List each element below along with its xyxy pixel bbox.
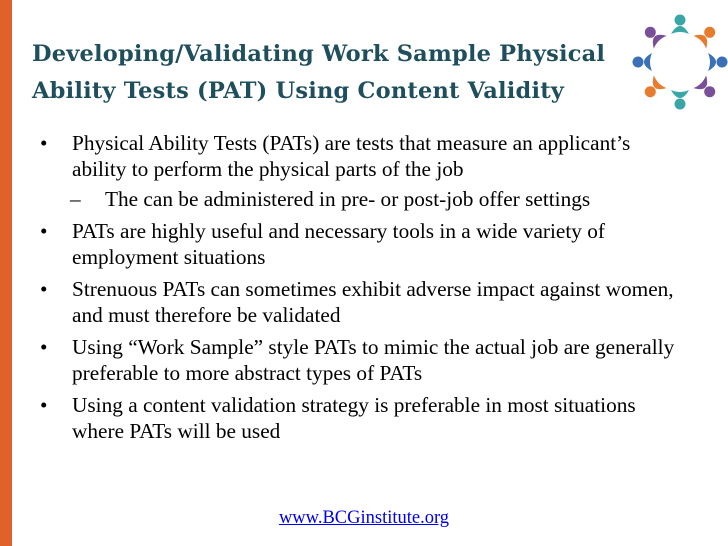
- bullet-item: [40, 392, 680, 444]
- bullet-list: [40, 130, 680, 450]
- sub-bullet-marker: –: [70, 187, 81, 211]
- logo-person-head: [675, 15, 686, 26]
- bullet-marker: •: [40, 393, 48, 417]
- website-link[interactable]: www.BCGinstitute.org: [278, 508, 450, 528]
- sub-bullet-item: [40, 186, 680, 212]
- title-line-1: Developing/Validating Work Sample Physical: [32, 41, 606, 67]
- bullet-item: [40, 334, 680, 386]
- bullet-text: Using “Work Sample” style PATs to mimic the actual job are generally preferable to more abstract types of PATs: [72, 335, 675, 385]
- bullet-marker: •: [40, 219, 48, 243]
- bullet-text: PATs are highly useful and necessary tools in a wide variety of employment situations: [72, 219, 605, 269]
- logo-person-body: [671, 26, 689, 34]
- footer: [0, 508, 728, 529]
- logo-person-head: [704, 27, 715, 38]
- bullet-item: [40, 130, 680, 182]
- sub-bullet-text: The can be administered in pre- or post-job offer settings: [105, 187, 591, 211]
- bullet-text: Using a content validation strategy is preferable in most situations where PATs will be used: [72, 393, 636, 443]
- bullet-text: Physical Ability Tests (PATs) are tests that measure an applicant’s ability to perform the physical parts of the job: [72, 131, 631, 181]
- logo-person-head: [704, 86, 715, 97]
- logo-person-body: [708, 53, 716, 71]
- logo-person-head: [675, 99, 686, 110]
- bullet-marker: •: [40, 131, 48, 155]
- logo-person-body: [671, 90, 689, 98]
- left-accent-bar: [0, 0, 12, 546]
- bullet-text: Strenuous PATs can sometimes exhibit adverse impact against women, and must therefore be validated: [72, 277, 674, 327]
- title-line-2: Ability Tests (PAT) Using Content Validity: [32, 78, 565, 104]
- page-title: [32, 36, 672, 110]
- bullet-marker: •: [40, 277, 48, 301]
- bullet-item: [40, 218, 680, 270]
- bullet-marker: •: [40, 335, 48, 359]
- logo-person-head: [717, 57, 728, 68]
- bullet-item: [40, 276, 680, 328]
